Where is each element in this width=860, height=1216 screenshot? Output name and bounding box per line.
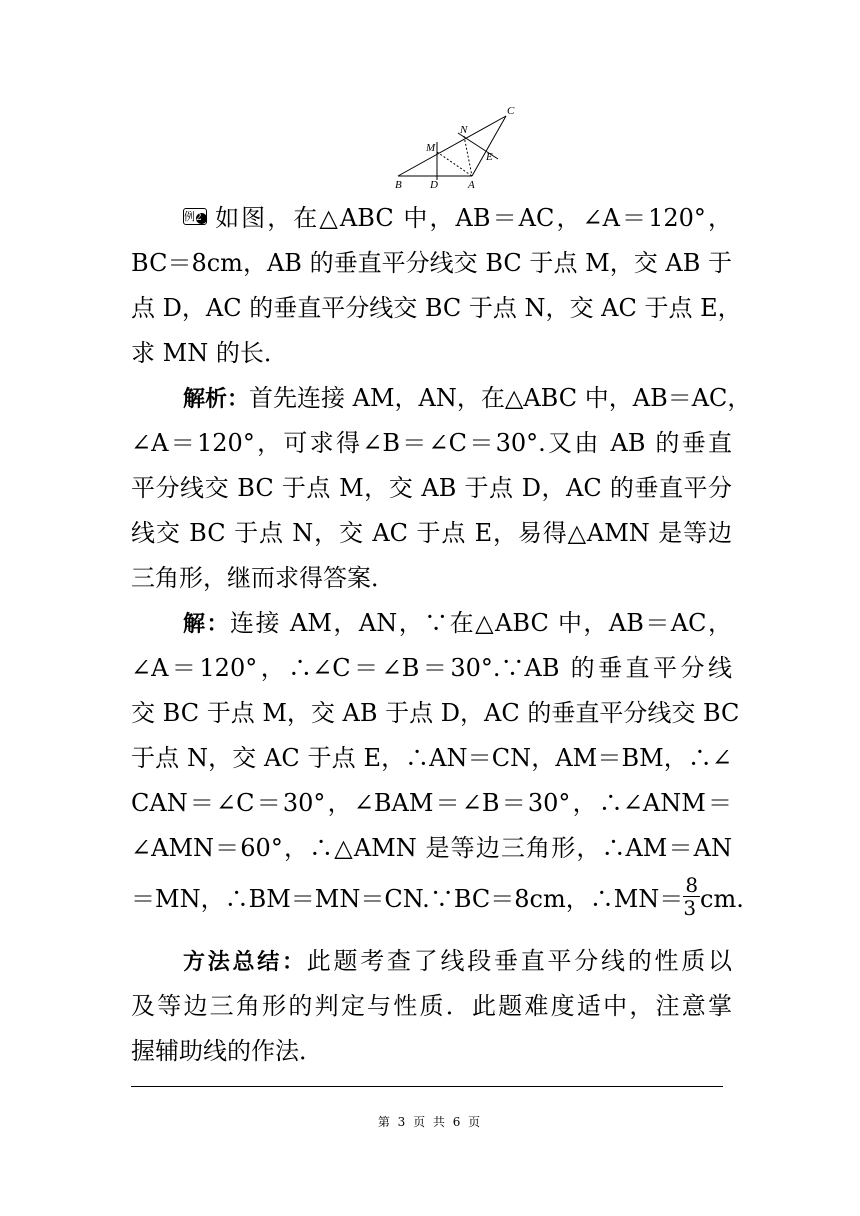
analysis-text-1: 首先连接 AM，AN，在△ABC 中，AB＝AC， <box>249 384 752 412</box>
example-badge-text: 例 <box>184 210 195 223</box>
example-line-4: 求 MN 的长． <box>131 339 288 367</box>
summary-label: 方法总结： <box>183 950 307 975</box>
fraction-numerator: 8 <box>685 873 699 897</box>
example-line-1 <box>131 196 732 240</box>
solution-line-1 <box>131 601 732 645</box>
triangle-figure <box>390 102 520 194</box>
example-badge <box>183 208 207 225</box>
label-c: C <box>507 105 515 117</box>
solution-line-7 <box>131 873 744 921</box>
analysis-label: 解析： <box>183 387 250 412</box>
page-footer: 第 3 页 共 6 页 <box>377 1115 483 1129</box>
solution-unit: cm. <box>700 885 744 913</box>
solution-line-6: ∠AMN＝60°，∴△AMN 是等边三角形，∴AM＝AN <box>131 834 732 862</box>
summary-line-1 <box>131 939 732 983</box>
solution-line-4: 于点 N，交 AC 于点 E，∴AN＝CN，AM＝BM，∴∠ <box>131 744 732 772</box>
fraction-eight-thirds <box>683 874 700 919</box>
solution-line-3: 交 BC 于点 M，交 AB 于点 D，AC 的垂直平分线交 BC <box>131 699 740 727</box>
analysis-line-2: ∠A＝120°，可求得∠B＝∠C＝30°.又由 AB 的垂直 <box>131 429 732 457</box>
label-n: N <box>460 124 468 136</box>
segment-am <box>437 152 472 176</box>
summary-line-3: 握辅助线的作法． <box>131 1037 323 1065</box>
label-a: A <box>468 179 475 191</box>
summary-text-1: 此题考查了线段垂直平分线的性质以 <box>306 947 732 975</box>
solution-line-5: CAN＝∠C＝30°，∠BAM＝∠B＝30°，∴∠ANM＝ <box>131 789 732 817</box>
solution-text-7: ＝MN，∴BM＝MN＝CN.∵BC＝8cm，∴MN＝ <box>131 885 684 913</box>
segment-bc <box>398 116 506 176</box>
analysis-line-4: 线交 BC 于点 N，交 AC 于点 E，易得△AMN 是等边 <box>131 519 732 547</box>
solution-text-1: 连接 AM，AN，∵在△ABC 中，AB＝AC， <box>229 609 732 637</box>
example-line-2: BC＝8cm，AB 的垂直平分线交 BC 于点 M，交 AB 于 <box>131 249 732 277</box>
example-text-1: 如图，在△ABC 中，AB＝AC，∠A＝120°， <box>213 204 732 232</box>
label-m: M <box>426 142 436 154</box>
label-d: D <box>430 179 438 191</box>
analysis-line-5: 三角形，继而求得答案． <box>131 564 395 592</box>
summary-line-2: 及等边三角形的判定与性质．此题难度适中，注意掌 <box>131 992 732 1020</box>
label-b: B <box>395 179 402 191</box>
analysis-line-1 <box>131 376 752 420</box>
solution-label: 解： <box>183 612 230 637</box>
segment-an <box>464 136 472 176</box>
footer-divider <box>131 1086 723 1087</box>
solution-line-2: ∠A＝120°，∴∠C＝∠B＝30°.∵AB 的垂直平分线 <box>131 654 732 682</box>
example-badge-number: 2 <box>196 213 207 224</box>
fraction-denominator: 3 <box>683 896 697 920</box>
analysis-line-3: 平分线交 BC 于点 M，交 AB 于点 D，AC 的垂直平分 <box>131 474 732 502</box>
example-line-3: 点 D，AC 的垂直平分线交 BC 于点 N，交 AC 于点 E， <box>131 294 742 322</box>
triangle-diagram <box>390 102 520 194</box>
label-e: E <box>486 151 493 163</box>
